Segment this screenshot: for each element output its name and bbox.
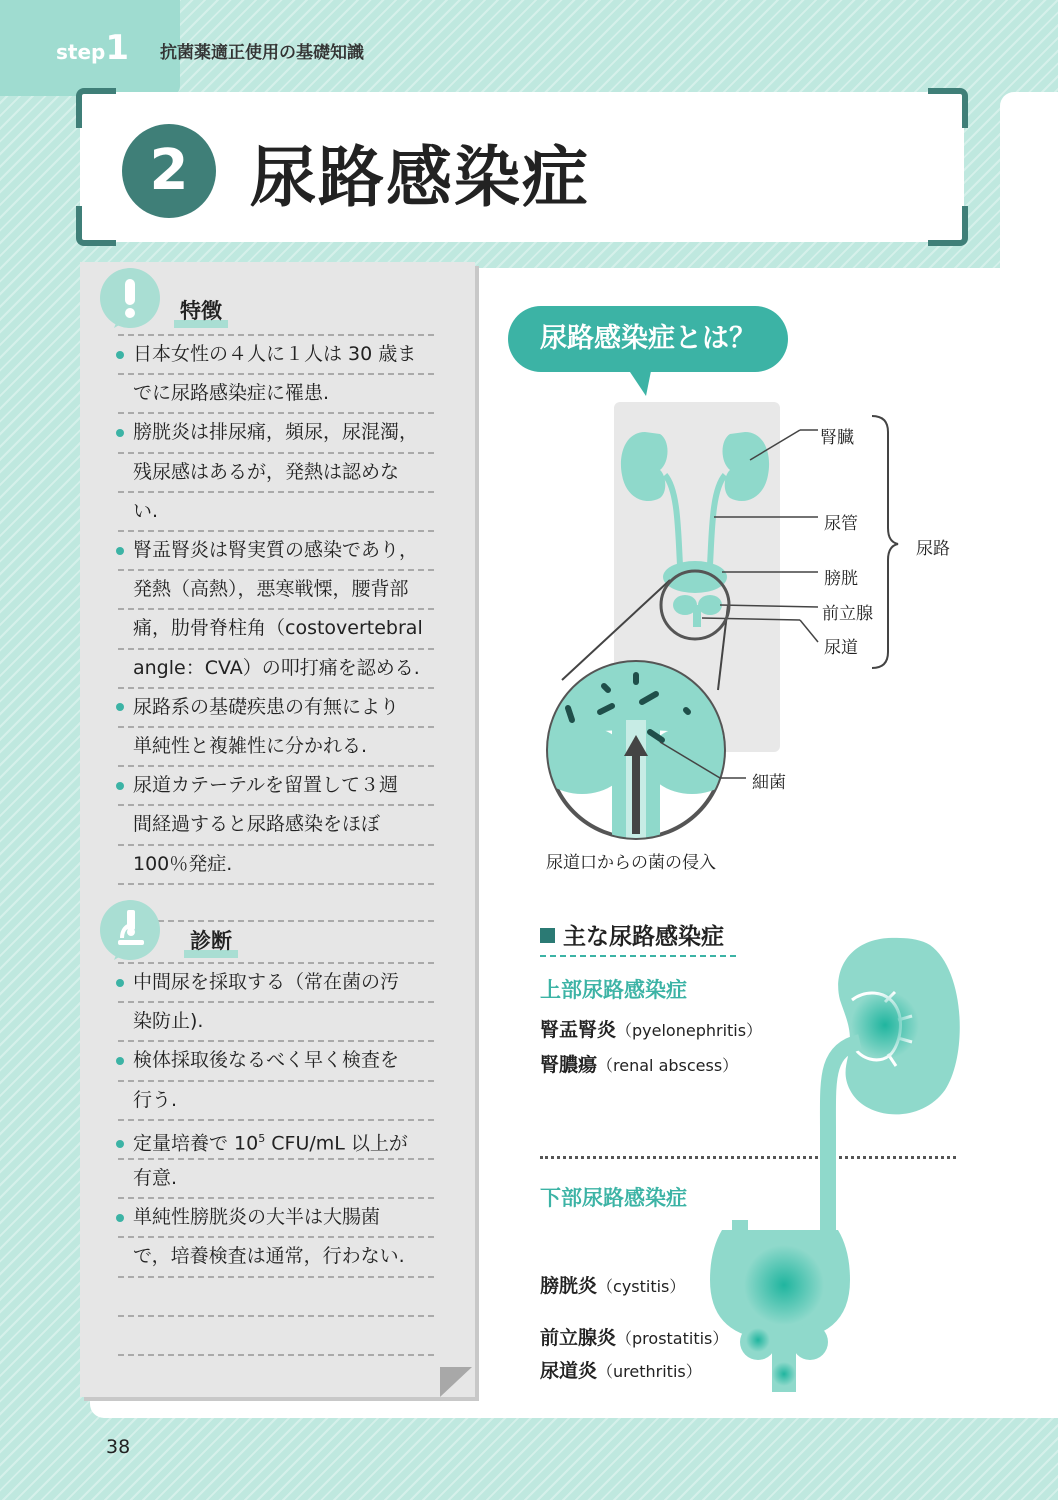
bullet-dot-icon (116, 979, 124, 987)
bladder-infection-site (744, 1245, 824, 1325)
disease-english: （prostatitis） (616, 1329, 729, 1348)
dashed-rule (118, 687, 434, 689)
bullet-dot-icon (116, 703, 124, 711)
list-item-text: angle：CVA）の叩打痛を認める. (133, 656, 420, 679)
list-item-text: 残尿感はあるが，発熱は認めな (133, 460, 400, 483)
label-urethra: 尿道 (824, 638, 858, 658)
list-item (116, 695, 436, 719)
corner-bracket (76, 88, 116, 128)
list-item-text: 定量培養で 10 (133, 1132, 259, 1155)
main-infections-heading-text: 主な尿路感染症 (563, 924, 724, 950)
urethra (693, 605, 701, 627)
step-number: 1 (105, 28, 130, 68)
corner-bracket (76, 206, 116, 246)
page-fold (440, 1367, 472, 1397)
dashed-rule (118, 804, 434, 806)
what-is-uti-bubble: 尿路感染症とは？ (508, 306, 788, 372)
bullet-dot-icon (116, 351, 124, 359)
list-item-text: 間経過すると尿路感染をほぼ (133, 813, 381, 836)
list-item-text: 単純性と複雑性に分かれる. (133, 735, 368, 757)
list-item-text: い. (133, 499, 159, 522)
list-item (116, 577, 436, 601)
dashed-rule (118, 530, 434, 532)
list-item-text: 発熱（高熱），悪寒戦慄，腰背部 (133, 578, 409, 601)
bullet-dot-icon (116, 782, 124, 790)
microscope-icon (100, 900, 160, 960)
disease-item (540, 1271, 685, 1298)
dashed-rule (118, 920, 434, 922)
page-number: 38 (106, 1436, 131, 1458)
step-label (56, 28, 129, 68)
infection-site-diagram (700, 930, 1000, 1400)
list-item (116, 734, 436, 758)
dashed-rule (118, 1040, 434, 1042)
list-item-text: 膀胱炎は排尿痛，頻尿，尿混濁， (133, 421, 419, 444)
step-word: step (56, 40, 106, 64)
bullet-dot-icon (116, 547, 124, 555)
bladder (663, 561, 727, 593)
superscript: 5 (258, 1131, 266, 1145)
bullet-dot-icon (116, 1140, 124, 1148)
urinary-tract-illustration (500, 380, 1000, 880)
list-item (116, 342, 436, 366)
list-item-text: 有意. (133, 1167, 178, 1189)
list-item (116, 1009, 436, 1033)
dashed-rule (118, 1119, 434, 1121)
list-item (116, 460, 436, 484)
disease-name: 前立腺炎 (540, 1327, 617, 1349)
label-kidney: 腎臓 (820, 428, 854, 448)
section-number-badge: 2 (122, 124, 216, 218)
square-bullet-icon (540, 928, 555, 943)
dashed-rule (118, 1315, 434, 1317)
list-item (116, 1244, 436, 1268)
bubble-tail (620, 366, 660, 398)
dashed-rule (118, 726, 434, 728)
list-item-text: で，培養検査は通常，行わない. (133, 1245, 405, 1268)
disease-english: （renal abscess） (597, 1056, 739, 1075)
disease-english: （urethritis） (597, 1362, 702, 1381)
disease-english: （cystitis） (597, 1277, 686, 1296)
list-item (116, 1205, 436, 1229)
exclamation-icon (100, 268, 160, 328)
dashed-rule (118, 334, 434, 336)
dashed-rule (118, 844, 434, 846)
lower-uti-title: 下部尿路感染症 (540, 1186, 687, 1210)
disease-name: 膀胱炎 (540, 1275, 598, 1297)
list-item (116, 1048, 436, 1072)
dashed-rule (118, 883, 434, 885)
label-urinary-tract: 尿路 (916, 539, 950, 559)
list-item (116, 852, 436, 876)
corner-bracket (928, 206, 968, 246)
disease-item (540, 1356, 702, 1383)
list-item (116, 773, 436, 797)
list-item (116, 616, 436, 640)
list-item (116, 381, 436, 405)
list-item (116, 970, 436, 994)
list-item-text: CFU/mL 以上が (265, 1132, 408, 1155)
features-heading: 特徴 (174, 302, 228, 328)
list-item (116, 538, 436, 562)
title-box (80, 92, 964, 242)
upper-uti-title: 上部尿路感染症 (540, 978, 687, 1002)
label-prostate: 前立腺 (822, 604, 873, 624)
dashed-rule (118, 1276, 434, 1278)
bullet-dot-icon (116, 1057, 124, 1065)
label-bladder: 膀胱 (824, 569, 858, 589)
dashed-rule (118, 1158, 434, 1160)
list-item-text: 染防止). (133, 1010, 204, 1033)
dashed-rule (118, 1236, 434, 1238)
list-item (116, 1088, 436, 1112)
disease-name: 腎膿瘍 (540, 1054, 598, 1076)
list-item (116, 656, 436, 680)
list-item-text: でに尿路感染症に罹患. (133, 382, 330, 405)
list-item (116, 1127, 436, 1155)
dashed-rule (118, 608, 434, 610)
list-item-text: 尿道カテーテルを留置して３週 (133, 774, 399, 797)
list-item-text: 検体採取後なるべく早く検査を (133, 1049, 400, 1072)
corner-bracket (928, 88, 968, 128)
dashed-rule (118, 1354, 434, 1356)
list-item (116, 1166, 436, 1190)
list-item (116, 812, 436, 836)
dashed-rule (118, 648, 434, 650)
dashed-rule (118, 1001, 434, 1003)
dashed-rule (118, 1197, 434, 1199)
right-tab (1000, 92, 1058, 272)
dashed-rule (118, 452, 434, 454)
list-item-text: 行う. (133, 1088, 178, 1111)
bullet-dot-icon (116, 1214, 124, 1222)
main-infections-heading (540, 918, 724, 951)
diagnosis-heading: 診断 (184, 932, 238, 958)
list-item-text: 100％発症. (133, 852, 233, 875)
dashed-rule (118, 1080, 434, 1082)
dashed-rule (118, 765, 434, 767)
list-item-text: 中間尿を採取する（常在菌の汚 (133, 971, 400, 993)
dashed-rule (118, 491, 434, 493)
dashed-rule (118, 412, 434, 414)
bullet-dot-icon (116, 429, 124, 437)
list-item-text: 尿路系の基礎疾患の有無により (133, 695, 400, 718)
list-item-text: 腎盂腎炎は腎実質の感染であり， (133, 539, 419, 561)
list-item (116, 499, 436, 523)
page-title: 尿路感染症 (250, 139, 590, 216)
dashed-rule (118, 373, 434, 375)
disease-name: 尿道炎 (540, 1360, 598, 1382)
urinary-tract-bracket (872, 416, 898, 668)
list-item-text: 日本女性の４人に１人は 30 歳ま (133, 343, 417, 365)
dashed-rule (118, 569, 434, 571)
list-item (116, 420, 436, 444)
label-bacteria: 細菌 (752, 773, 786, 793)
disease-english: （pyelonephritis） (616, 1021, 763, 1040)
chapter-title: 抗菌薬適正使用の基礎知識 (160, 43, 364, 63)
dashed-rule (118, 962, 434, 964)
illustration-caption: 尿道口からの菌の侵入 (546, 853, 716, 873)
disease-name: 腎盂腎炎 (540, 1019, 617, 1041)
list-item-text: 痛，肋骨脊柱角（costovertebral (133, 617, 423, 640)
label-ureter: 尿管 (824, 514, 858, 534)
list-item-text: 単純性膀胱炎の大半は大腸菌 (133, 1206, 381, 1229)
